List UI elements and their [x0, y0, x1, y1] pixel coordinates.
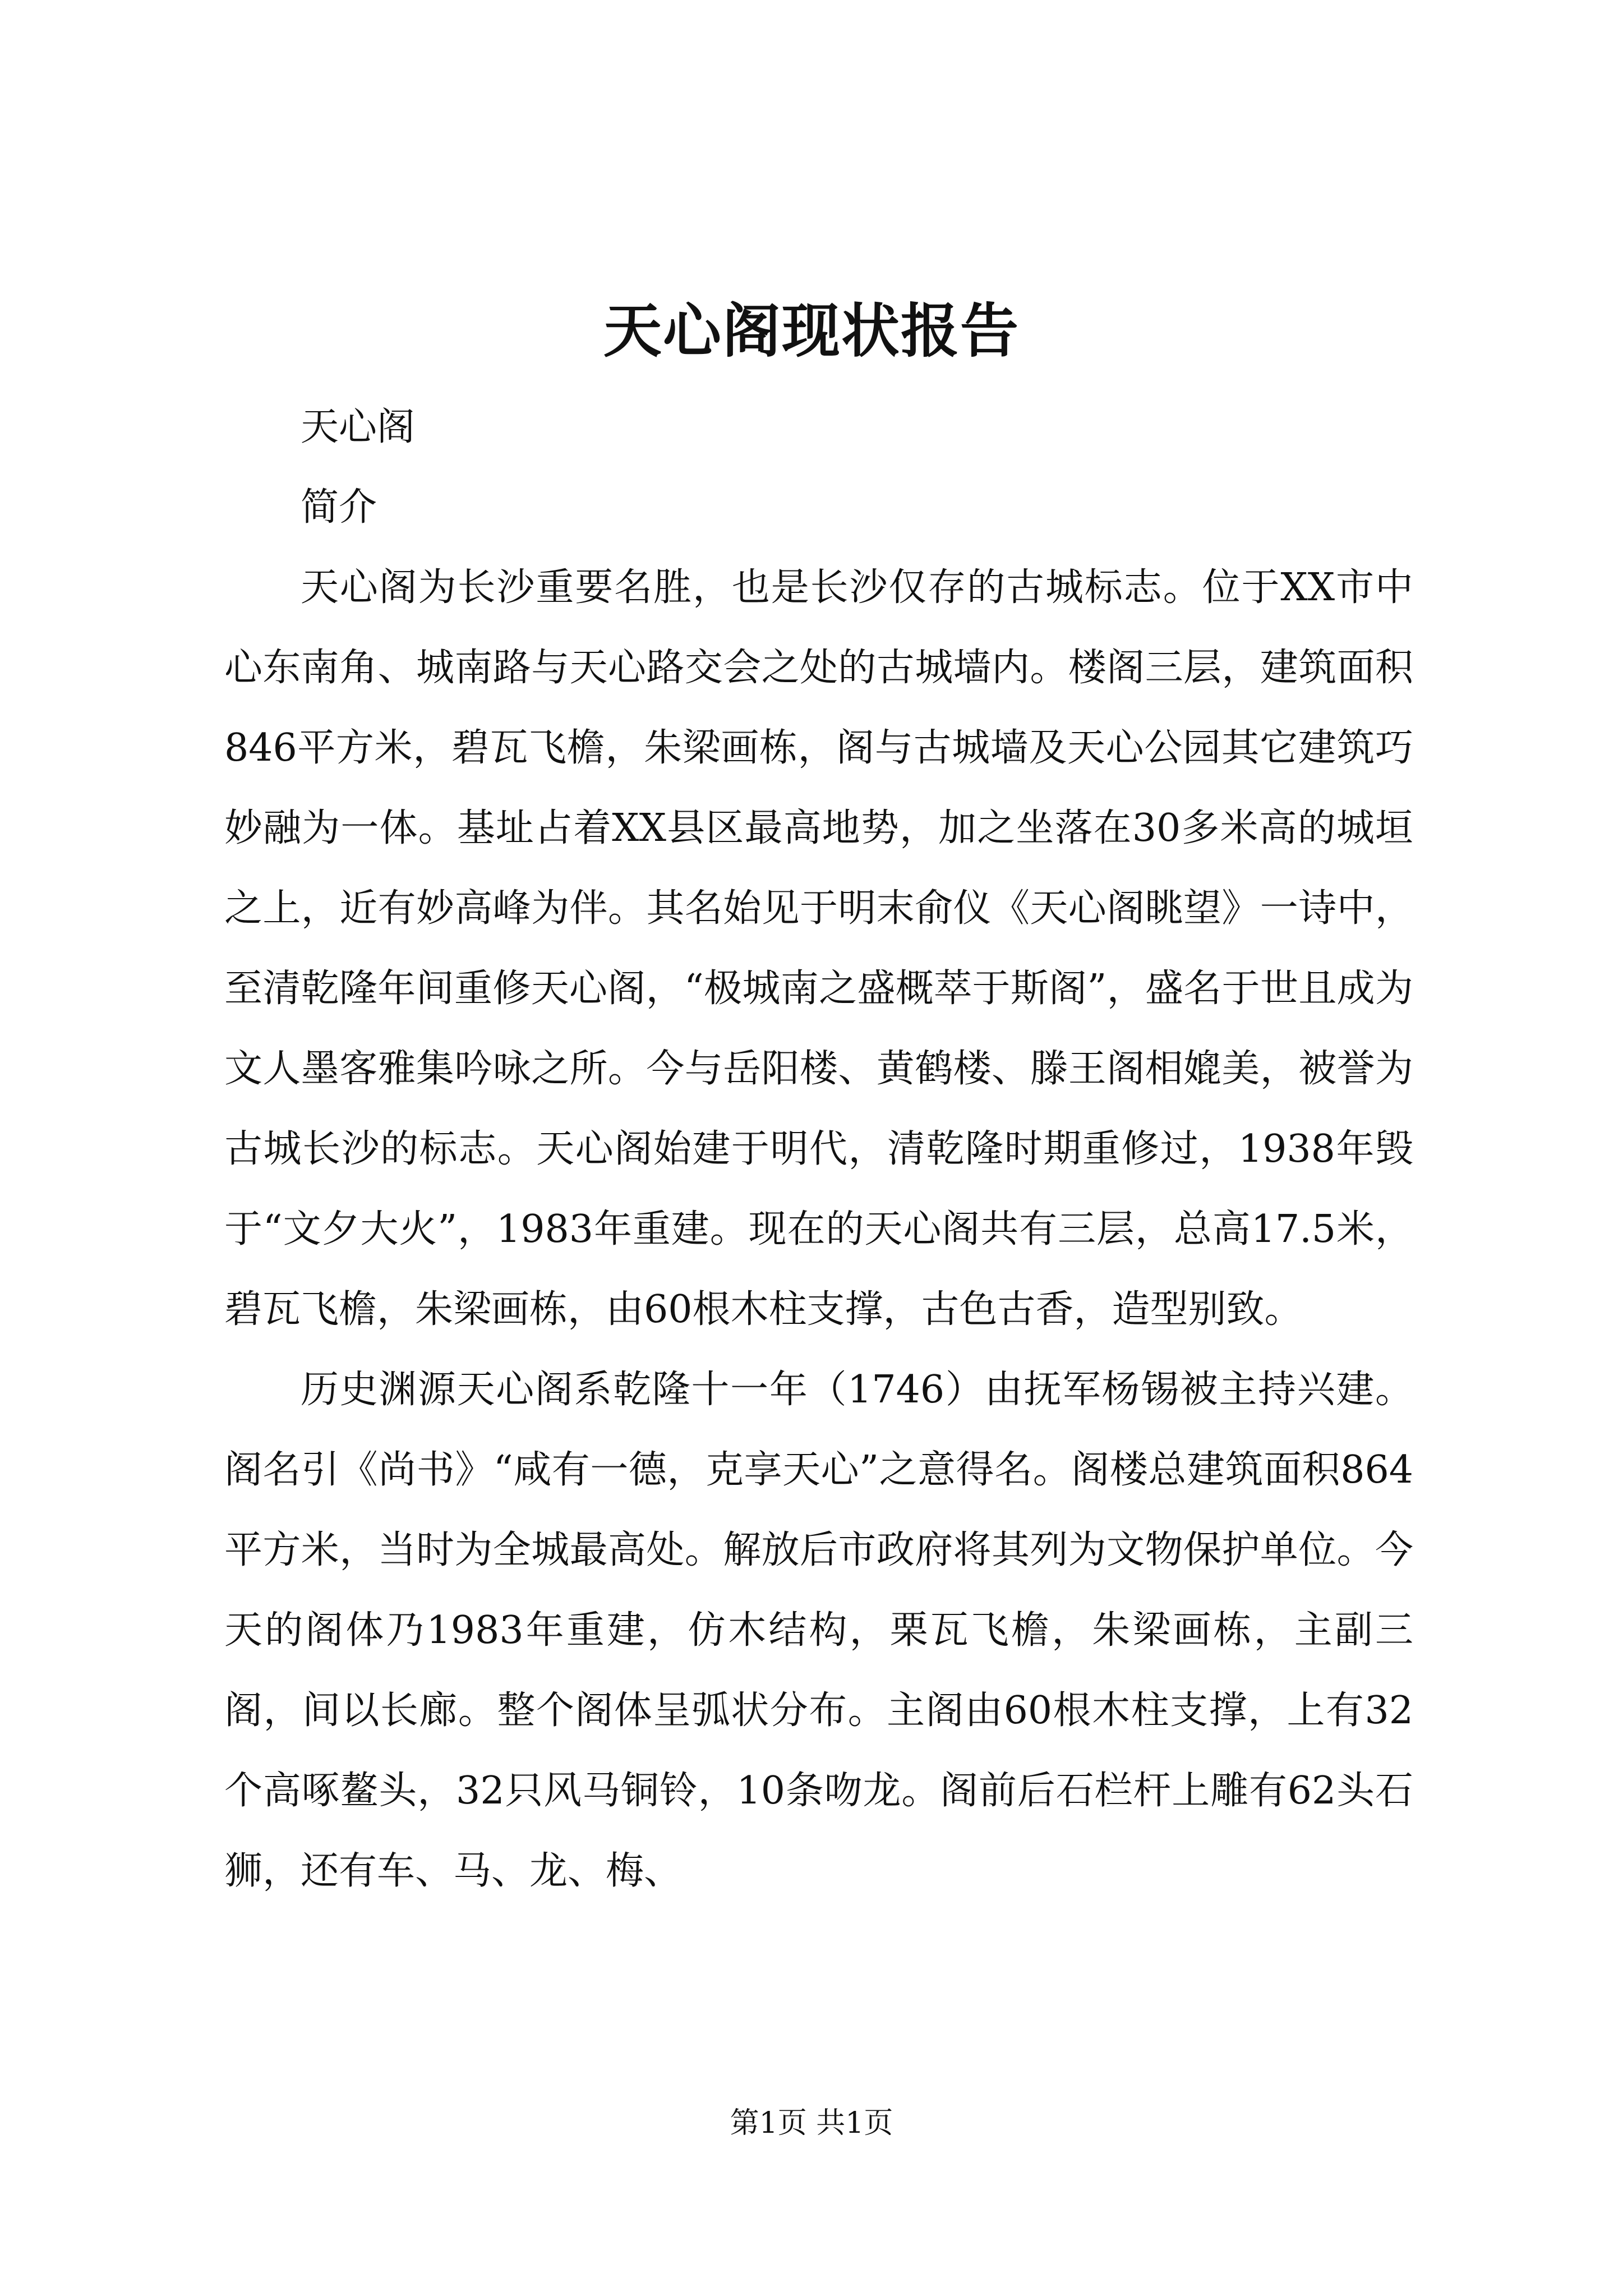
paragraph-heading-name: 天心阁	[301, 405, 416, 449]
paragraph-heading-intro: 简介	[301, 485, 377, 530]
page-footer: 第1页 共1页	[730, 2106, 893, 2140]
paragraph-intro: 天心阁为长沙重要名胜，也是长沙仅存的古城标志。位于XX市中心东南角、城南路与天心路交会之处的古城墙内。楼阁三层，建筑面积846平方米，碧瓦飞檐，朱梁画栋，阁与古城墙及天心公园其它建筑巧妙融为一体。基址占着XX县区最高地势，加之坐落在30多米高的城垣之上，近有妙高峰为伴。其名始见于明末俞仪《天心阁眺望》一诗中，至清乾隆年间重修天心阁，“极城南之盛概萃于斯阁”，盛名于世且成为文人墨客雅集吟咏之所。今与岳阳楼、黄鹤楼、滕王阁相媲美，被誉为古城长沙的标志。天心阁始建于明代，清乾隆时期重修过，1938年毁于“文夕大火”，1983年重建。现在的天心阁共有三层，总高17.5米，碧瓦飞檐，朱梁画栋，由60根木柱支撑，古色古香，造型别致。	[224, 565, 1413, 1332]
document-title: 天心阁现状报告	[603, 296, 1020, 365]
document-body	[224, 387, 1413, 1911]
paragraph-history: 历史渊源天心阁系乾隆十一年（1746）由抚军杨锡被主持兴建。阁名引《尚书》“咸有一德，克享天心”之意得名。阁楼总建筑面积864平方米，当时为全城最高处。解放后市政府将其列为文物保护单位。今天的阁体乃1983年重建，仿木结构，栗瓦飞檐，朱梁画栋，主副三阁，间以长廊。整个阁体呈弧状分布。主阁由60根木柱支撑，上有32个高啄鳌头，32只风马铜铃，10条吻龙。阁前后石栏杆上雕有62头石狮，还有车、马、龙、梅、	[224, 1368, 1413, 1893]
